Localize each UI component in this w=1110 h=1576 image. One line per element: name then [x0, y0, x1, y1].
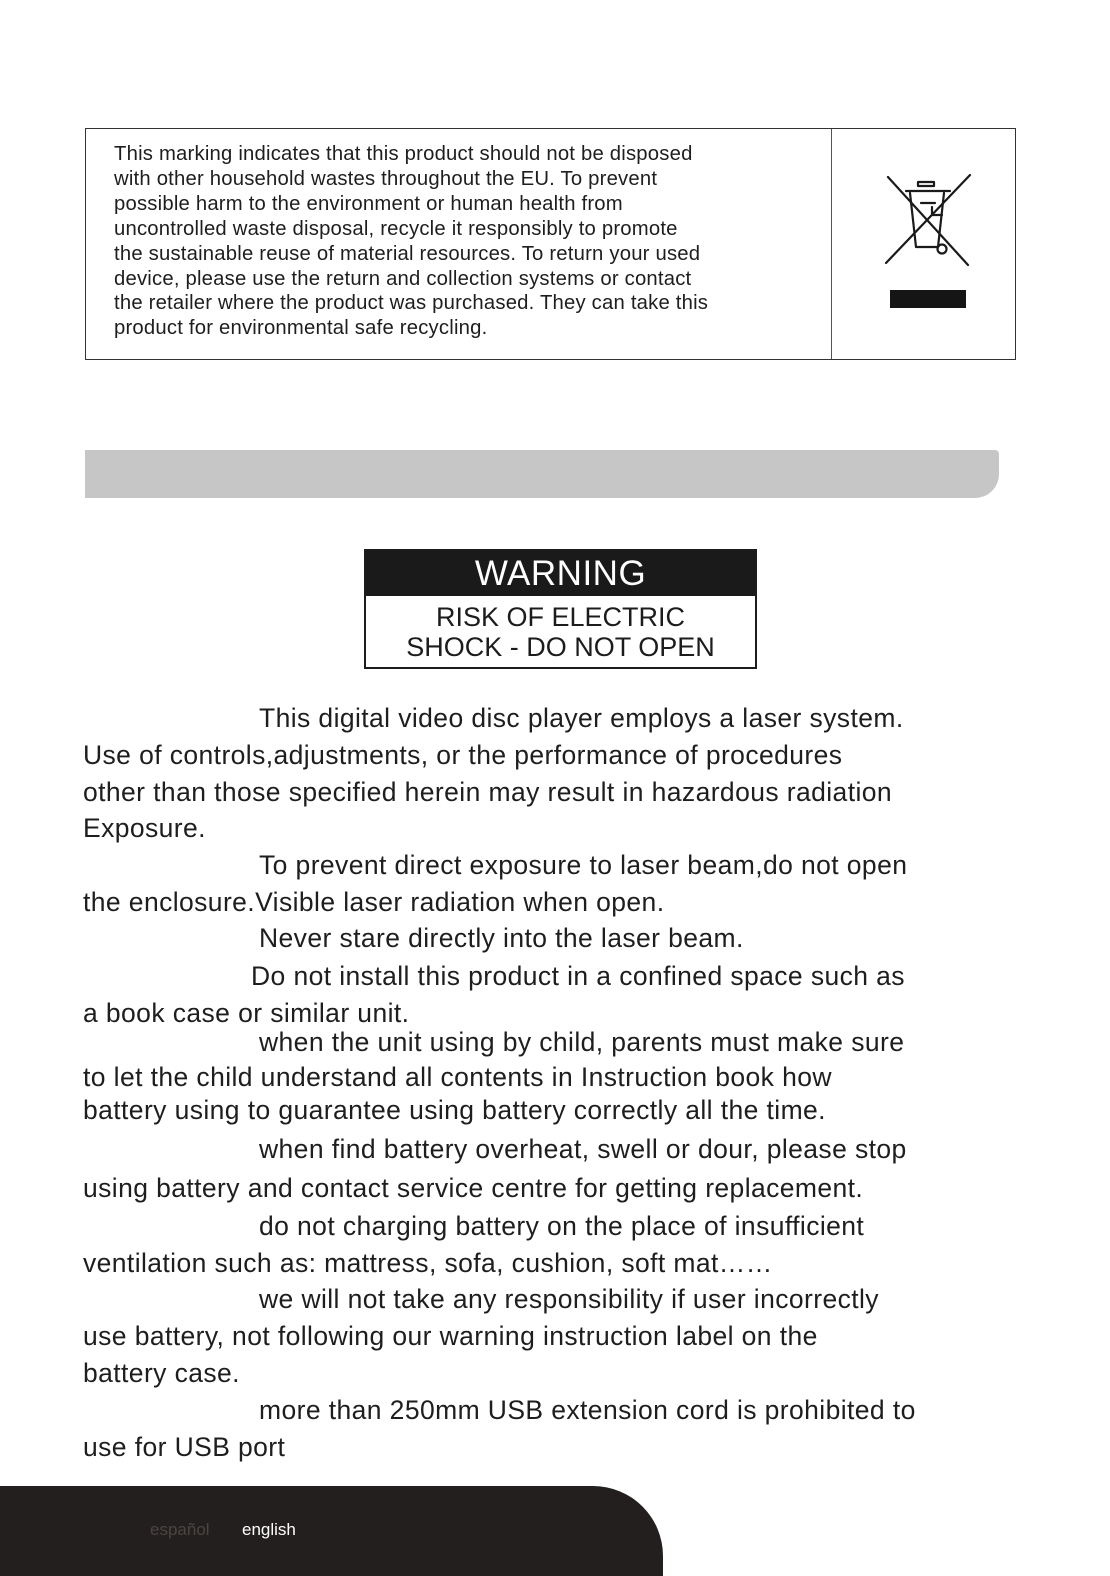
paragraph-line: other than those specified herein may result in hazardous radiation — [83, 776, 893, 807]
paragraph-line: Exposure. — [83, 813, 206, 844]
warning-body — [366, 596, 755, 662]
paragraph-charging-ventilation — [83, 1208, 1043, 1282]
paragraph-laser-system — [83, 700, 1043, 847]
paragraph-line: Use of controls,adjustments, or the performance of procedures — [83, 739, 843, 770]
paragraph-line: use for USB port — [83, 1431, 286, 1462]
weee-line: uncontrolled waste disposal, recycle it responsibly to promote — [114, 217, 678, 240]
paragraph-line: more than 250mm USB extension cord is prohibited to — [259, 1395, 916, 1425]
paragraph-line: Do not install this product in a confined space such as — [251, 961, 905, 991]
paragraph-line: use battery, not following our warning instruction label on the — [83, 1320, 818, 1351]
warning-heading: WARNING — [366, 551, 755, 596]
paragraph-responsibility — [83, 1281, 1043, 1391]
paragraph-battery-overheat — [83, 1130, 1043, 1208]
weee-line: the retailer where the product was purchased. They can take this — [114, 292, 709, 315]
weee-line: This marking indicates that this product should not be disposed — [114, 143, 693, 165]
paragraph-laser-exposure — [83, 847, 1043, 921]
paragraph-usb-cord — [83, 1392, 1043, 1466]
paragraph-never-stare — [83, 920, 1043, 957]
footer-language-bar — [0, 1486, 663, 1576]
paragraph-line: the enclosure.Visible laser radiation when open. — [83, 886, 665, 917]
paragraph-line: when the unit using by child, parents must make sure — [259, 1027, 905, 1057]
paragraph-line: using battery and contact service centre for getting replacement. — [83, 1173, 864, 1203]
language-spanish-label: español — [150, 1520, 210, 1539]
paragraph-line: This digital video disc player employs a laser system. — [259, 703, 904, 733]
weee-notice-box — [85, 128, 1016, 360]
weee-line: with other household wastes throughout the EU. To prevent — [114, 167, 658, 190]
weee-line: device, please use the return and collection systems or contact — [114, 267, 692, 290]
section-header-band — [85, 450, 999, 498]
crossed-out-wheelie-bin-icon — [880, 173, 976, 269]
paragraph-line: battery case. — [83, 1357, 240, 1388]
warning-body-line: SHOCK - DO NOT OPEN — [406, 632, 715, 662]
weee-line: product for environmental safe recycling. — [114, 317, 488, 340]
paragraph-line: to let the child understand all contents in Instruction book how — [83, 1062, 832, 1092]
paragraph-line: a book case or similar unit. — [83, 997, 410, 1028]
weee-line: possible harm to the environment or human health from — [114, 192, 623, 215]
paragraph-line: Never stare directly into the laser beam. — [259, 923, 744, 953]
language-english-label: english — [242, 1520, 296, 1539]
weee-notice-text — [86, 129, 832, 359]
paragraph-line: To prevent direct exposure to laser beam,do not open — [259, 850, 908, 880]
paragraph-confined-space — [83, 958, 1043, 1032]
weee-icon-cell — [832, 129, 1015, 359]
paragraph-line: battery using to guarantee using battery correctly all the time. — [83, 1095, 826, 1125]
paragraph-line: do not charging battery on the place of insufficient — [259, 1211, 865, 1241]
paragraph-line: we will not take any responsibility if user incorrectly — [259, 1284, 879, 1314]
paragraph-line: when find battery overheat, swell or dour, please stop — [259, 1134, 907, 1164]
weee-black-bar — [890, 290, 966, 308]
weee-line: the sustainable reuse of material resources. To return your used — [114, 242, 701, 265]
warning-body-line: RISK OF ELECTRIC — [435, 602, 686, 632]
paragraph-child-battery — [83, 1025, 1043, 1124]
paragraph-line: ventilation such as: mattress, sofa, cushion, soft mat…… — [83, 1247, 773, 1278]
electric-shock-warning-label — [364, 549, 757, 669]
